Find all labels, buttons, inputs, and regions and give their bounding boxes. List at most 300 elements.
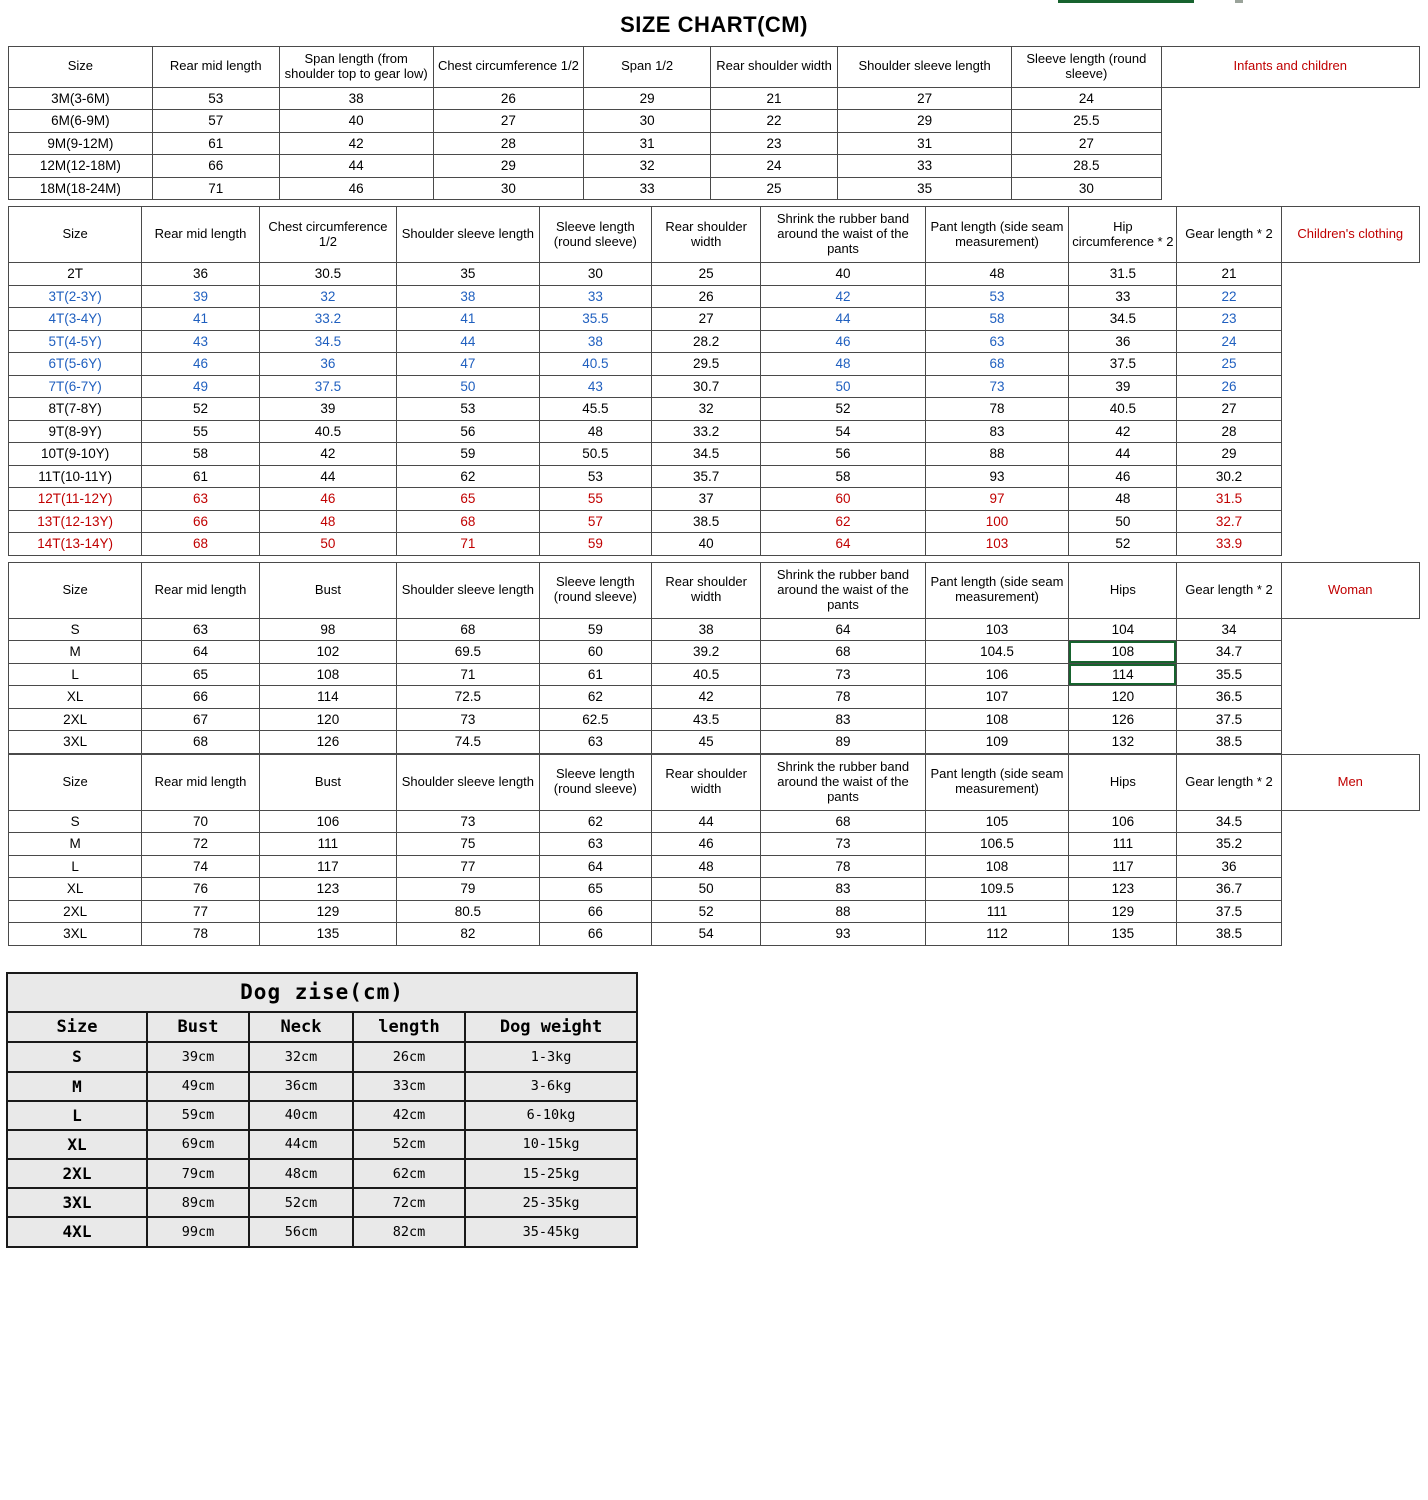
cell-value: 65 [142,663,260,686]
cell-value: 68 [397,618,540,641]
cell-size: M [7,1072,147,1101]
col-header-shoulder-sleeve-length: Shoulder sleeve length [397,207,540,263]
col-header-sleeve-length: Sleeve length (round sleeve) [539,562,651,618]
table-row [9,263,1420,286]
cell-value: 103 [925,533,1069,556]
col-header-gear-length: Gear length * 2 [1177,207,1281,263]
cell-value: 93 [761,923,925,946]
table-row [9,923,1420,946]
cell-value: 120 [259,708,396,731]
table-row [9,87,1420,110]
cell-value: 108 [259,663,396,686]
cell-value: 67 [142,708,260,731]
cell-value: 65 [539,878,651,901]
cell-value: 36 [142,263,260,286]
cell-value: 69.5 [397,641,540,664]
cell-value: 35.7 [652,465,761,488]
cell-value: 52 [142,398,260,421]
cell-value: 50 [259,533,396,556]
table-row [9,353,1420,376]
cell-value: 60 [539,641,651,664]
cell-value: 39 [259,398,396,421]
col-header-hips: Hips [1069,754,1177,810]
col-header-sleeve-length: Sleeve length (round sleeve) [1012,47,1161,88]
cell-value: 39 [142,285,260,308]
table-row [9,308,1420,331]
col-header-hips: Hips [1069,562,1177,618]
cell-value: 83 [761,708,925,731]
cell-value: 44 [1069,443,1177,466]
cell-value: 61 [539,663,651,686]
col-header-dog-weight: Dog weight [465,1012,637,1042]
cell-value: 3-6kg [465,1072,637,1101]
cell-value: 27 [652,308,761,331]
cell-value: 25 [1177,353,1281,376]
col-header-rear-mid-length: Rear mid length [152,47,279,88]
cell-value: 40 [761,263,925,286]
cell-size: L [9,663,142,686]
cell-size: 10T(9-10Y) [9,443,142,466]
cell-value: 33 [838,155,1012,178]
cell-value: 62cm [353,1159,465,1188]
cell-value: 35 [397,263,540,286]
cell-size: L [7,1101,147,1130]
cell-value: 34.5 [1177,810,1281,833]
cell-value: 73 [397,708,540,731]
cell-value: 68 [761,641,925,664]
cell-value: 44cm [249,1130,353,1159]
cell-size: 3XL [9,923,142,946]
table-row [7,1217,637,1246]
col-header-chest-circumference: Chest circumference 1/2 [433,47,584,88]
cell-value: 42 [761,285,925,308]
col-header-shoulder-sleeve-length: Shoulder sleeve length [397,754,540,810]
cell-value: 129 [1069,900,1177,923]
cell-value: 82cm [353,1217,465,1246]
cell-size: 13T(12-13Y) [9,510,142,533]
cell-value: 78 [761,686,925,709]
table-row [9,132,1420,155]
cell-value: 30 [539,263,651,286]
cell-size: 12T(11-12Y) [9,488,142,511]
cell-value: 63 [142,618,260,641]
table-row [9,330,1420,353]
table-row [9,443,1420,466]
cell-value: 33 [539,285,651,308]
cell-value: 34.7 [1177,641,1281,664]
cell-value: 103 [925,618,1069,641]
col-header-gear-length: Gear length * 2 [1177,562,1281,618]
cell-value: 29.5 [652,353,761,376]
page-title: SIZE CHART(CM) [620,12,808,37]
cell-size: 2T [9,263,142,286]
cell-value: 68 [925,353,1069,376]
cell-value: 29 [1177,443,1281,466]
cell-value: 104.5 [925,641,1069,664]
cell-size: S [9,618,142,641]
cell-value: 100 [925,510,1069,533]
cell-value: 40 [279,110,433,133]
cell-value: 106 [259,810,396,833]
cell-value: 22 [711,110,838,133]
cell-value: 123 [1069,878,1177,901]
cell-value: 40.5 [259,420,396,443]
cell-value: 23 [1177,308,1281,331]
cell-value: 49cm [147,1072,249,1101]
table-row [7,1159,637,1188]
cell-value: 99cm [147,1217,249,1246]
cell-size: 5T(4-5Y) [9,330,142,353]
table-row [9,878,1420,901]
cell-value: 30 [433,177,584,200]
cell-value: 48 [925,263,1069,286]
table-row [9,177,1420,200]
cell-value: 39cm [147,1042,249,1071]
dog-header-row [7,1012,637,1042]
cell-value: 66 [539,900,651,923]
cell-value: 31 [838,132,1012,155]
cell-value: 38 [652,618,761,641]
cell-value: 64 [761,618,925,641]
col-header-shoulder-sleeve-length: Shoulder sleeve length [838,47,1012,88]
cell-value: 57 [539,510,651,533]
col-header-bust: Bust [259,754,396,810]
cell-value-highlighted: 114 [1069,663,1177,686]
cell-value: 126 [1069,708,1177,731]
cell-value: 59 [397,443,540,466]
cell-value: 27 [1012,132,1161,155]
cell-value: 114 [259,686,396,709]
cell-size: 2XL [9,900,142,923]
cell-value: 52cm [249,1188,353,1217]
col-header-waist-rubber-band: Shrink the rubber band around the waist of the pants [761,754,925,810]
table-row [9,686,1420,709]
cell-value: 135 [259,923,396,946]
cell-value: 80.5 [397,900,540,923]
table-row [7,1042,637,1071]
cell-value: 106 [925,663,1069,686]
cell-value: 6-10kg [465,1101,637,1130]
cell-value: 40.5 [539,353,651,376]
table-row [9,663,1420,686]
cell-value: 38.5 [1177,731,1281,754]
cell-value: 28 [433,132,584,155]
dog-size-section [6,972,636,1248]
cell-value: 93 [925,465,1069,488]
col-header-bust: Bust [147,1012,249,1042]
cell-value: 50 [761,375,925,398]
col-header-sleeve-length: Sleeve length (round sleeve) [539,754,651,810]
cell-value: 43.5 [652,708,761,731]
cell-value: 82 [397,923,540,946]
cell-value: 34.5 [1069,308,1177,331]
cell-value: 117 [259,855,396,878]
cell-value: 106.5 [925,833,1069,856]
cell-value: 64 [539,855,651,878]
table-row [9,155,1420,178]
cell-value: 22 [1177,285,1281,308]
cell-value: 52 [761,398,925,421]
table-row [9,420,1420,443]
cell-value: 69cm [147,1130,249,1159]
cell-value: 46 [761,330,925,353]
cell-value: 37.5 [1177,708,1281,731]
cell-size: 3XL [9,731,142,754]
table-header-row [9,754,1420,810]
cell-size: XL [9,878,142,901]
cell-value: 38.5 [652,510,761,533]
cell-value: 70 [142,810,260,833]
cell-value: 32 [584,155,711,178]
cell-value: 111 [925,900,1069,923]
cell-value: 36 [1069,330,1177,353]
cell-value: 68 [761,810,925,833]
cell-value: 21 [711,87,838,110]
cell-size: 7T(6-7Y) [9,375,142,398]
cell-value: 117 [1069,855,1177,878]
cell-value: 79cm [147,1159,249,1188]
cell-value: 72 [142,833,260,856]
cell-size: XL [9,686,142,709]
cell-value: 40.5 [652,663,761,686]
cell-value: 71 [397,663,540,686]
cell-value: 135 [1069,923,1177,946]
col-header-rear-shoulder-width: Rear shoulder width [652,754,761,810]
cell-value: 25.5 [1012,110,1161,133]
cell-value: 48 [1069,488,1177,511]
table-row [9,465,1420,488]
cell-size: 9M(9-12M) [9,132,153,155]
cell-value: 33.9 [1177,533,1281,556]
cell-value: 73 [925,375,1069,398]
cell-value: 32.7 [1177,510,1281,533]
cell-size: 9T(8-9Y) [9,420,142,443]
cell-value: 76 [142,878,260,901]
cell-value: 33.2 [259,308,396,331]
cell-value: 65 [397,488,540,511]
cell-value: 132 [1069,731,1177,754]
cell-value: 78 [761,855,925,878]
cell-value: 61 [152,132,279,155]
cell-value: 24 [711,155,838,178]
cell-value: 62 [397,465,540,488]
cell-value: 97 [925,488,1069,511]
cell-value: 33 [584,177,711,200]
cell-value: 112 [925,923,1069,946]
cell-value: 40.5 [1069,398,1177,421]
cell-value: 50.5 [539,443,651,466]
cell-value: 27 [1177,398,1281,421]
cell-value: 120 [1069,686,1177,709]
cell-value: 34.5 [259,330,396,353]
cell-size: M [9,641,142,664]
category-label-childrens-clothing: Children's clothing [1281,207,1419,263]
cell-value: 126 [259,731,396,754]
cell-size: M [9,833,142,856]
table-row [9,731,1420,754]
cell-value: 46 [142,353,260,376]
top-gray-accent-mark [1235,0,1243,3]
cell-value: 42 [1069,420,1177,443]
cell-value: 72.5 [397,686,540,709]
cell-value: 46 [259,488,396,511]
cell-value: 57 [152,110,279,133]
cell-value: 98 [259,618,396,641]
cell-value: 25 [652,263,761,286]
cell-value: 56cm [249,1217,353,1246]
cell-value: 46 [1069,465,1177,488]
cell-value: 44 [259,465,396,488]
cell-value: 44 [761,308,925,331]
cell-value: 74.5 [397,731,540,754]
table-row [9,833,1420,856]
cell-value: 75 [397,833,540,856]
cell-value: 58 [142,443,260,466]
cell-value-highlighted: 108 [1069,641,1177,664]
cell-value: 79 [397,878,540,901]
col-header-neck: Neck [249,1012,353,1042]
cell-value: 83 [761,878,925,901]
cell-value: 29 [838,110,1012,133]
col-header-pant-length: Pant length (side seam measurement) [925,562,1069,618]
col-header-waist-rubber-band: Shrink the rubber band around the waist of the pants [761,207,925,263]
cell-value: 83 [925,420,1069,443]
cell-value: 107 [925,686,1069,709]
cell-value: 43 [539,375,651,398]
cell-value: 62 [539,810,651,833]
table-woman [8,562,1420,754]
cell-value: 74 [142,855,260,878]
table-childrens-clothing [8,206,1420,556]
cell-size: 3XL [7,1188,147,1217]
table-row [7,1188,637,1217]
cell-size: 6T(5-6Y) [9,353,142,376]
cell-value: 53 [925,285,1069,308]
cell-value: 109.5 [925,878,1069,901]
col-header-size: Size [9,47,153,88]
cell-value: 49 [142,375,260,398]
cell-value: 129 [259,900,396,923]
col-header-size: Size [7,1012,147,1042]
cell-value: 27 [433,110,584,133]
cell-value: 30 [584,110,711,133]
cell-value: 63 [539,731,651,754]
category-label-men: Men [1281,754,1419,810]
cell-value: 30.7 [652,375,761,398]
cell-value: 62 [539,686,651,709]
cell-value: 50 [1069,510,1177,533]
table-row [9,510,1420,533]
table-infants-and-children [8,46,1420,200]
cell-value: 48 [539,420,651,443]
cell-value: 52cm [353,1130,465,1159]
category-label-woman: Woman [1281,562,1419,618]
cell-value: 63 [142,488,260,511]
cell-value: 23 [711,132,838,155]
cell-value: 37.5 [1177,900,1281,923]
table-row [7,1130,637,1159]
cell-value: 37.5 [1069,353,1177,376]
cell-value: 52 [652,900,761,923]
cell-value: 109 [925,731,1069,754]
table-row [9,810,1420,833]
cell-value: 36 [259,353,396,376]
cell-value: 21 [1177,263,1281,286]
cell-value: 34.5 [652,443,761,466]
table-header-row [9,47,1420,88]
cell-value: 46 [279,177,433,200]
cell-value: 24 [1012,87,1161,110]
cell-size: 3T(2-3Y) [9,285,142,308]
cell-value: 59cm [147,1101,249,1130]
col-header-span-half: Span 1/2 [584,47,711,88]
table-row [9,533,1420,556]
cell-value: 123 [259,878,396,901]
cell-value: 64 [761,533,925,556]
cell-value: 26cm [353,1042,465,1071]
cell-value: 55 [142,420,260,443]
table-men [8,754,1420,946]
table-header-row [9,562,1420,618]
cell-value: 53 [397,398,540,421]
top-green-accent-bar [1058,0,1194,3]
cell-value: 63 [925,330,1069,353]
cell-value: 48 [259,510,396,533]
cell-value: 73 [761,663,925,686]
table-row [9,618,1420,641]
cell-value: 24 [1177,330,1281,353]
cell-size: XL [7,1130,147,1159]
col-header-chest-circumference: Chest circumference 1/2 [259,207,396,263]
table-row [9,900,1420,923]
table-row [9,110,1420,133]
cell-value: 111 [1069,833,1177,856]
cell-value: 78 [142,923,260,946]
cell-value: 10-15kg [465,1130,637,1159]
cell-value: 44 [279,155,433,178]
cell-value: 30 [1012,177,1161,200]
cell-value: 35.5 [539,308,651,331]
table-row [9,488,1420,511]
cell-value: 111 [259,833,396,856]
cell-value: 29 [584,87,711,110]
cell-value: 73 [761,833,925,856]
cell-size: 8T(7-8Y) [9,398,142,421]
cell-value: 44 [397,330,540,353]
cell-value: 104 [1069,618,1177,641]
cell-value: 25 [711,177,838,200]
cell-value: 33 [1069,285,1177,308]
col-header-gear-length: Gear length * 2 [1177,754,1281,810]
cell-value: 68 [142,533,260,556]
cell-size: 18M(18-24M) [9,177,153,200]
cell-value: 42 [259,443,396,466]
cell-value: 66 [152,155,279,178]
cell-value: 32 [259,285,396,308]
cell-value: 60 [761,488,925,511]
cell-value: 38.5 [1177,923,1281,946]
cell-value: 55 [539,488,651,511]
cell-value: 78 [925,398,1069,421]
cell-value: 34 [1177,618,1281,641]
cell-value: 61 [142,465,260,488]
cell-value: 66 [142,686,260,709]
cell-value: 38 [279,87,433,110]
col-header-hip-circumference: Hip circumference * 2 [1069,207,1177,263]
category-label-infants: Infants and children [1161,47,1419,88]
cell-value: 48 [761,353,925,376]
cell-value: 15-25kg [465,1159,637,1188]
